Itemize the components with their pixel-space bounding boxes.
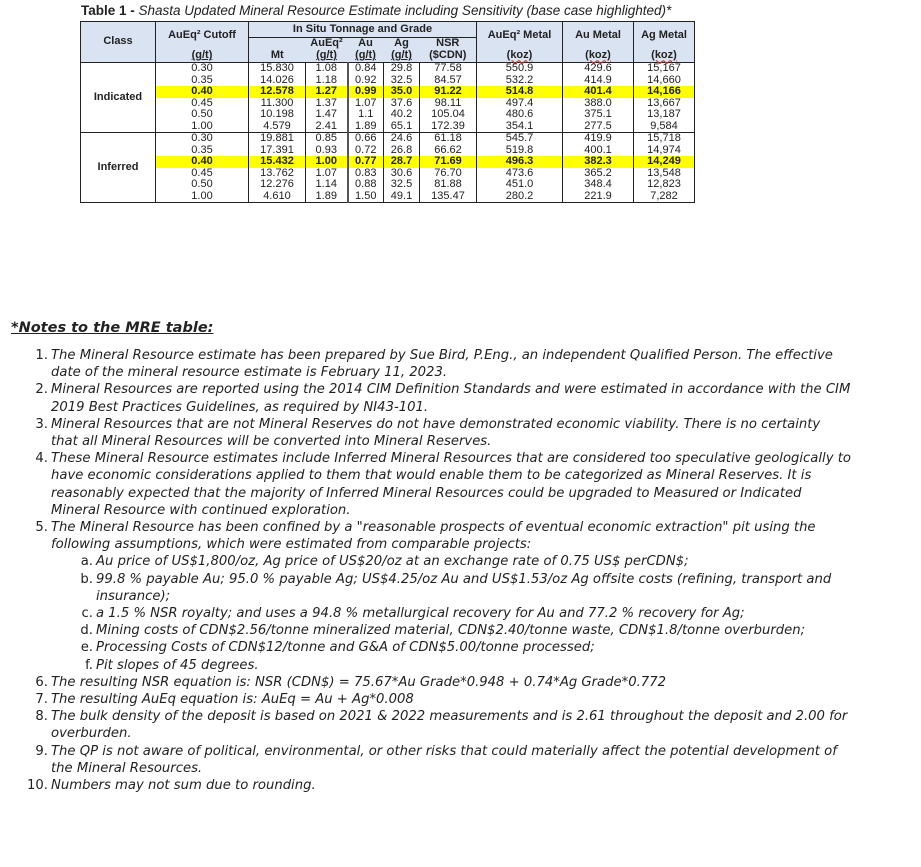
header-ag-metal-unit: (koz) xyxy=(634,50,695,63)
note-subitem xyxy=(80,622,836,639)
cell-au: 0.83 xyxy=(348,168,384,180)
note-number: 3. xyxy=(35,416,48,432)
cell-ag-metal: 12,823 xyxy=(634,179,695,191)
cell-au-metal: 414.9 xyxy=(563,75,634,87)
cell-cutoff: 1.00 xyxy=(156,121,249,133)
cell-nsr: 81.88 xyxy=(420,179,477,191)
cell-au-metal: 429.6 xyxy=(563,63,634,75)
cell-mt: 19.881 xyxy=(249,133,306,145)
cell-au: 1.07 xyxy=(348,98,384,110)
cell-au: 0.88 xyxy=(348,179,384,191)
cell-aueq: 1.47 xyxy=(306,109,348,121)
note-item xyxy=(35,416,851,450)
cell-aueq: 0.85 xyxy=(306,133,348,145)
note-text: Numbers may not sum due to rounding. xyxy=(51,778,316,794)
cell-ag: 24.6 xyxy=(384,133,420,145)
cell-aueq: 1.07 xyxy=(306,168,348,180)
cell-mt: 15.432 xyxy=(249,156,306,168)
header-aueq-unit: (g/t) xyxy=(306,50,348,63)
table-row xyxy=(81,121,695,133)
table-row xyxy=(81,133,695,145)
cell-ag-metal: 13,667 xyxy=(634,98,695,110)
note-text: Mineral Resources are reported using the 2014 CIM Definition Standards and were estimated in accordance with the CIM 2019 Best Practices Guidelines, as required by NI43-101. xyxy=(51,382,851,415)
cell-cutoff: 0.50 xyxy=(156,179,249,191)
cell-ag-metal: 14,660 xyxy=(634,75,695,87)
table-row xyxy=(81,179,695,191)
cell-ag: 49.1 xyxy=(384,191,420,203)
notes-list xyxy=(11,347,911,794)
cell-au-metal: 221.9 xyxy=(563,191,634,203)
caption-title: Shasta Updated Mineral Resource Estimate including Sensitivity (base case highlighted)* xyxy=(138,3,672,18)
cell-ag: 37.6 xyxy=(384,98,420,110)
cell-cutoff: 0.30 xyxy=(156,133,249,145)
cell-aueq: 1.18 xyxy=(306,75,348,87)
class-label-inferred: Inferred xyxy=(81,133,156,203)
cell-ag: 30.6 xyxy=(384,168,420,180)
cell-ag: 28.7 xyxy=(384,156,420,168)
subnote-letter: f. xyxy=(85,657,93,673)
note-subitem xyxy=(80,639,836,656)
cell-au-metal: 382.3 xyxy=(563,156,634,168)
cell-ag-metal: 7,282 xyxy=(634,191,695,203)
cell-mt: 13.762 xyxy=(249,168,306,180)
cell-cutoff: 0.40 xyxy=(156,156,249,168)
cell-nsr: 91.22 xyxy=(420,86,477,98)
cell-nsr: 105.04 xyxy=(420,109,477,121)
cell-aueq-metal: 514.8 xyxy=(477,86,563,98)
cell-cutoff: 0.45 xyxy=(156,168,249,180)
cell-cutoff: 0.30 xyxy=(156,63,249,75)
header-mt-spacer xyxy=(249,38,306,51)
cell-nsr: 84.57 xyxy=(420,75,477,87)
mineral-resource-table xyxy=(80,21,695,203)
note-number: 5. xyxy=(35,520,48,536)
header-aueq-metal: AuEq² Metal xyxy=(477,22,563,51)
note-item xyxy=(35,450,851,519)
cell-au-metal: 419.9 xyxy=(563,133,634,145)
cell-nsr: 135.47 xyxy=(420,191,477,203)
cell-mt: 14.026 xyxy=(249,75,306,87)
cell-aueq-metal: 354.1 xyxy=(477,121,563,133)
subnote-letter: c. xyxy=(81,606,93,622)
cell-au: 0.99 xyxy=(348,86,384,98)
notes-section xyxy=(11,320,911,794)
cell-mt: 11.300 xyxy=(249,98,306,110)
note-item xyxy=(35,708,851,742)
cell-aueq: 1.00 xyxy=(306,156,348,168)
caption-lead: Table 1 - xyxy=(81,3,139,18)
header-class: Class xyxy=(81,22,156,63)
note-number: 4. xyxy=(35,451,48,467)
note-item xyxy=(27,777,851,794)
header-au: Au xyxy=(348,38,384,51)
cell-mt: 12.276 xyxy=(249,179,306,191)
cell-aueq-metal: 497.4 xyxy=(477,98,563,110)
cell-cutoff: 0.35 xyxy=(156,145,249,157)
cell-aueq: 1.89 xyxy=(306,191,348,203)
header-ag-metal: Ag Metal xyxy=(634,22,695,51)
notes-title: *Notes to the MRE table: xyxy=(11,320,214,336)
subnote-letter: a. xyxy=(80,554,93,570)
cell-aueq-metal: 496.3 xyxy=(477,156,563,168)
cell-ag: 35.0 xyxy=(384,86,420,98)
subnote-text: Mining costs of CDN$2.56/tonne mineralized material, CDN$2.40/tonne waste, CDN$1.8/tonne overburden; xyxy=(96,623,806,639)
cell-mt: 15.830 xyxy=(249,63,306,75)
cell-au: 0.72 xyxy=(348,145,384,157)
cell-mt: 4.579 xyxy=(249,121,306,133)
cell-aueq: 1.27 xyxy=(306,86,348,98)
note-number: 2. xyxy=(35,382,48,398)
header-ag-unit: (g/t) xyxy=(384,50,420,63)
cell-ag: 40.2 xyxy=(384,109,420,121)
header-aueq-metal-unit: (koz) xyxy=(477,50,563,63)
cell-aueq: 1.37 xyxy=(306,98,348,110)
cell-aueq-metal: 519.8 xyxy=(477,145,563,157)
note-number: 1. xyxy=(35,348,48,363)
cell-aueq-metal: 480.6 xyxy=(477,109,563,121)
cell-aueq: 1.14 xyxy=(306,179,348,191)
indicated-group xyxy=(81,63,695,133)
table-row xyxy=(81,191,695,203)
header-au-unit: (g/t) xyxy=(348,50,384,63)
header-au-metal-unit: (koz) xyxy=(563,50,634,63)
table-caption xyxy=(81,3,671,18)
cell-ag: 65.1 xyxy=(384,121,420,133)
note-number: 8. xyxy=(35,709,48,725)
cell-au: 1.50 xyxy=(348,191,384,203)
cell-ag-metal: 14,249 xyxy=(634,156,695,168)
header-nsr: NSR xyxy=(420,38,477,51)
subnote-letter: e. xyxy=(80,640,93,656)
cell-cutoff: 0.45 xyxy=(156,98,249,110)
note-text: The resulting NSR equation is: NSR (CDN$) = 75.67*Au Grade*0.948 + 0.74*Ag Grade*0.772 xyxy=(51,674,666,690)
cell-au: 1.89 xyxy=(348,121,384,133)
cell-au: 0.66 xyxy=(348,133,384,145)
cell-ag-metal: 15,718 xyxy=(634,133,695,145)
cell-nsr: 77.58 xyxy=(420,63,477,75)
cell-cutoff: 0.50 xyxy=(156,109,249,121)
note-subitem xyxy=(80,571,836,605)
cell-nsr: 172.39 xyxy=(420,121,477,133)
cell-aueq: 2.41 xyxy=(306,121,348,133)
header-nsr-unit: ($CDN) xyxy=(420,50,477,63)
note-item xyxy=(35,381,851,415)
note-item xyxy=(35,691,851,708)
note-number: 7. xyxy=(35,692,48,708)
note-text: The Mineral Resource estimate has been prepared by Sue Bird, P.Eng., an independent Qualified Person. The effective date of the mineral resource estimate is February 11, 2023. xyxy=(51,348,833,381)
cell-ag-metal: 13,187 xyxy=(634,109,695,121)
cell-au-metal: 375.1 xyxy=(563,109,634,121)
cell-aueq-metal: 550.9 xyxy=(477,63,563,75)
cell-nsr: 71.69 xyxy=(420,156,477,168)
header-au-metal: Au Metal xyxy=(563,22,634,51)
note-subitem xyxy=(85,657,836,674)
cell-aueq-metal: 532.2 xyxy=(477,75,563,87)
note-text: The Mineral Resource has been confined by a "reasonable prospects of eventual economic extraction" pit using the following assumptions, which were estimated from comparable projects: xyxy=(51,520,816,553)
note-text: The QP is not aware of political, environmental, or other risks that could materially affect the potential development of the Mineral Resources. xyxy=(51,743,837,776)
cell-aueq-metal: 545.7 xyxy=(477,133,563,145)
cell-au: 0.92 xyxy=(348,75,384,87)
cell-au-metal: 401.4 xyxy=(563,86,634,98)
table-row-base-case xyxy=(81,156,695,168)
cell-au-metal: 388.0 xyxy=(563,98,634,110)
header-cutoff-unit: (g/t) xyxy=(156,50,249,63)
cell-nsr: 98.11 xyxy=(420,98,477,110)
cell-aueq-metal: 280.2 xyxy=(477,191,563,203)
cell-cutoff: 1.00 xyxy=(156,191,249,203)
subnote-text: 99.8 % payable Au; 95.0 % payable Ag; US$4.25/oz Au and US$1.53/oz Ag offsite costs (refining, transport and insurance); xyxy=(96,571,832,604)
header-mt: Mt xyxy=(249,50,306,63)
subnote-letter: d. xyxy=(80,623,93,639)
subnote-text: Processing Costs of CDN$12/tonne and G&A of CDN$5.00/tonne processed; xyxy=(96,640,595,656)
subnote-text: Pit slopes of 45 degrees. xyxy=(96,657,259,673)
header-in-situ-group: In Situ Tonnage and Grade xyxy=(249,22,477,38)
cell-ag-metal: 15,167 xyxy=(634,63,695,75)
cell-ag: 29.8 xyxy=(384,63,420,75)
cell-aueq-metal: 473.6 xyxy=(477,168,563,180)
subnote-text: a 1.5 % NSR royalty; and uses a 94.8 % metallurgical recovery for Au and 77.2 % recovery for Ag; xyxy=(96,606,745,622)
note-text: The resulting AuEq equation is: AuEq = Au + Ag*0.008 xyxy=(51,692,414,708)
cell-au: 1.1 xyxy=(348,109,384,121)
cell-au: 0.77 xyxy=(348,156,384,168)
note-text: These Mineral Resource estimates include Inferred Mineral Resources that are considered too speculative geologically to have economic considerations applied to them that would enable them to be categorized as Mineral Reserves. It is reasonably expected that the majority of Inferred Mineral Resources could be upgraded to Measured or Indicated Mineral Resource with continued exploration. xyxy=(51,451,851,518)
cell-nsr: 66.62 xyxy=(420,145,477,157)
cell-mt: 10.198 xyxy=(249,109,306,121)
note-item xyxy=(35,674,851,691)
table-row-base-case xyxy=(81,86,695,98)
cell-ag-metal: 14,166 xyxy=(634,86,695,98)
note-item xyxy=(35,743,851,777)
subnote-letter: b. xyxy=(80,571,93,587)
cell-cutoff: 0.40 xyxy=(156,86,249,98)
cell-mt: 4.610 xyxy=(249,191,306,203)
table-row xyxy=(81,109,695,121)
header-aueq: AuEq² xyxy=(306,38,348,51)
note-number: 9. xyxy=(35,743,48,759)
cell-mt: 12.578 xyxy=(249,86,306,98)
note-text: The bulk density of the deposit is based on 2021 & 2022 measurements and is 2.61 throughout the deposit and 2.00 for overburden. xyxy=(51,709,848,742)
cell-ag-metal: 14,974 xyxy=(634,145,695,157)
cell-ag: 32.5 xyxy=(384,75,420,87)
cell-ag-metal: 9,584 xyxy=(634,121,695,133)
note-text: Mineral Resources that are not Mineral Reserves do not have demonstrated economic viability. There is no certainty that all Mineral Resources will be converted into Mineral Reserves. xyxy=(51,416,821,450)
cell-cutoff: 0.35 xyxy=(156,75,249,87)
note-number: 6. xyxy=(35,674,48,690)
cell-ag-metal: 13,548 xyxy=(634,168,695,180)
inferred-group xyxy=(81,133,695,203)
header-ag: Ag xyxy=(384,38,420,51)
cell-au-metal: 400.1 xyxy=(563,145,634,157)
cell-nsr: 61.18 xyxy=(420,133,477,145)
cell-aueq-metal: 451.0 xyxy=(477,179,563,191)
header-cutoff: AuEq² Cutoff xyxy=(156,22,249,51)
class-label-indicated: Indicated xyxy=(81,63,156,133)
cell-aueq: 1.08 xyxy=(306,63,348,75)
note-item xyxy=(35,519,851,674)
cell-nsr: 76.70 xyxy=(420,168,477,180)
cell-au: 0.84 xyxy=(348,63,384,75)
note-sublist xyxy=(51,553,851,673)
cell-au-metal: 277.5 xyxy=(563,121,634,133)
cell-ag: 32.5 xyxy=(384,179,420,191)
table-row xyxy=(81,63,695,75)
cell-au-metal: 365.2 xyxy=(563,168,634,180)
note-item xyxy=(35,347,851,381)
cell-ag: 26.8 xyxy=(384,145,420,157)
cell-aueq: 0.93 xyxy=(306,145,348,157)
note-number: 10. xyxy=(27,778,48,794)
cell-mt: 17.391 xyxy=(249,145,306,157)
subnote-text: Au price of US$1,800/oz, Ag price of US$20/oz at an exchange rate of 0.75 US$ perCDN$; xyxy=(96,554,689,570)
cell-au-metal: 348.4 xyxy=(563,179,634,191)
note-subitem xyxy=(81,605,836,622)
note-subitem xyxy=(80,553,836,570)
